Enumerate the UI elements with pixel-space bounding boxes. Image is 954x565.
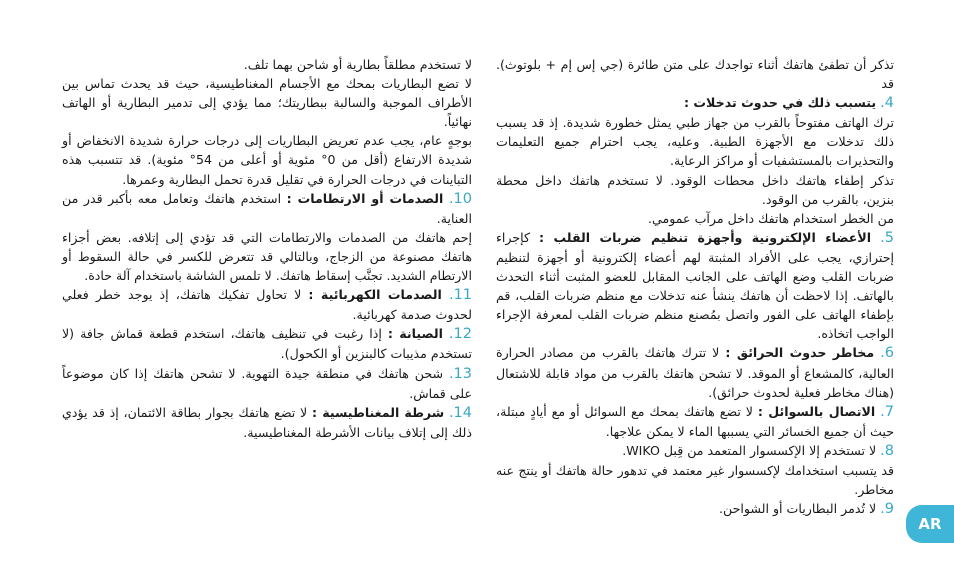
- right-column: [496, 55, 894, 519]
- section-13: 13. شحن هاتفك في منطقة جيدة التهوية. لا تشحن هاتفك إذا كان موضوعاً على قماش.: [62, 365, 472, 401]
- section-11: 11. الصدمات الكهربائية : لا تحاول تفكيك هاتفك، إذ يوجد خطر فعلي لحدوث صدمة كهربائية.: [62, 287, 473, 323]
- section-8: 8. لا تستخدم إلا الإكسسوار المتعمد من قِبل WIKO.: [622, 442, 894, 459]
- section-9: 9. لا تُدمر البطاريات أو الشواحن.: [719, 501, 894, 518]
- section-14: 14. شرطة المغناطيسية : لا تضع هاتفك بجوار بطاقة الائتمان، إذ قد يؤدي ذلك إلى إتلاف بيانات الأشرطة المغناطيسية.: [62, 404, 472, 440]
- section-12: 12. الصيانة : إذا رغبت في تنظيف هاتفك، استخدم قطعة قماش جافة (لا تستخدم مذيبات كالبنزين أو الكحول).: [62, 326, 472, 362]
- section-6: 6. مخاطر حدوث الحرائق : لا تترك هاتفك بالقرب من مصادر الحرارة العالية، كالمشعاع أو الموقد. لا تشحن هاتفك بالقرب من مواد قابلة للاشتعال (هناك مخاطر فعلية لحدوث حرائق).: [496, 345, 894, 400]
- paragraph: بوجهٍ عام، يجب عدم تعريض البطاريات إلى درجات حرارة شديدة الانخفاض أو شديدة الارتفاع (أقل من 0° مئوية أو أعلى من 54° مئوية). قد تتسبب هذه التباينات في درجات الحرارة في تقليل قدرة تحمل البطارية وعمرها.: [62, 133, 472, 187]
- section-5: 5. الأعضاء الإلكترونية وأجهزة تنظيم ضربات القلب : كإجراء إحترازي، يجب على الأفراد المثبتة لهم أعضاء إلكترونية أو أجهزة لتنظيم ضربات القلب وضع الهاتف على الجانب المقابل للعضو المثبت أثناء التحدث بالهاتف. إذا لاحظت أن هاتفك ينشأ عنه تدخلات مع منظم ضربات القلب، قم بإطفاء الهاتف على الفور واتصل بمُصنع منظم ضربات القلب لمعرفة الإجراء الواجب اتخاذه.: [496, 229, 894, 342]
- paragraph: إحم هاتفك من الصدمات والارتطامات التي قد تؤدي إلى إتلافه. بعض أجزاء هاتفك مصنوعة من الزجاج، وبالتالي قد تتعرض للكسر في حالة السقوط أو الارتطام الشديد. تجنَّب إسقاط هاتفك. لا تلمس الشاشة باستخدام آلة حادة.: [62, 229, 472, 284]
- section-10: 10. الصدمات أو الارتطامات : استخدم هاتفك وتعامل معه بأكبر قدر من العناية.: [62, 190, 472, 226]
- section-7: 7. الاتصال بالسوائل : لا تضع هاتفك بمحك مع السوائل أو مع أيادٍ مبتلة، حيث أن جميع الخسائر التي يسببها الماء لا يمكن علاجها.: [496, 403, 894, 439]
- paragraph: لا تضع البطاريات بمحك مع الأجسام المغناطيسية، حيث قد يحدث تماس بين الأطراف الموجبة والسالبة ببطاريتك؛ مما يؤدي إلى تدمير البطارية أو الهاتف نهائياً.: [62, 76, 472, 130]
- paragraph: قد يتسبب استخدامك لإكسسوار غير معتمد في تدهور حالة هاتفك أو ينتج عنه مخاطر.: [496, 462, 894, 498]
- paragraph: تذكر أن تطفئ هاتفك أثناء تواجدك على متن طائرة (جي إس إم + بلوتوث). قد: [496, 57, 894, 92]
- paragraph: تذكر إطفاء هاتفك داخل محطات الوقود. لا تستخدم هاتفك داخل محطة بنزين، بالقرب من الوقود.: [496, 172, 894, 207]
- paragraph: لا تستخدم مطلقاً بطارية أو شاحن بهما تلف.: [243, 57, 472, 72]
- paragraph: من الخطر استخدام هاتفك داخل مرآب عمومي.: [648, 210, 894, 226]
- paragraph: ترك الهاتف مفتوحاً بالقرب من جهاز طبي يمثل خطورة شديدة. إذ قد يسبب ذلك تدخلات مع الأجهزة الطبية. وعليه، يجب احترام جميع التعليمات والتحذيرات بالمستشفيات أو مراكز الرعاية.: [496, 115, 894, 169]
- section-4-heading: 4. يتسبب ذلك في حدوث تدخلات :: [683, 95, 894, 112]
- language-badge: AR: [906, 505, 954, 543]
- left-column: [62, 55, 472, 442]
